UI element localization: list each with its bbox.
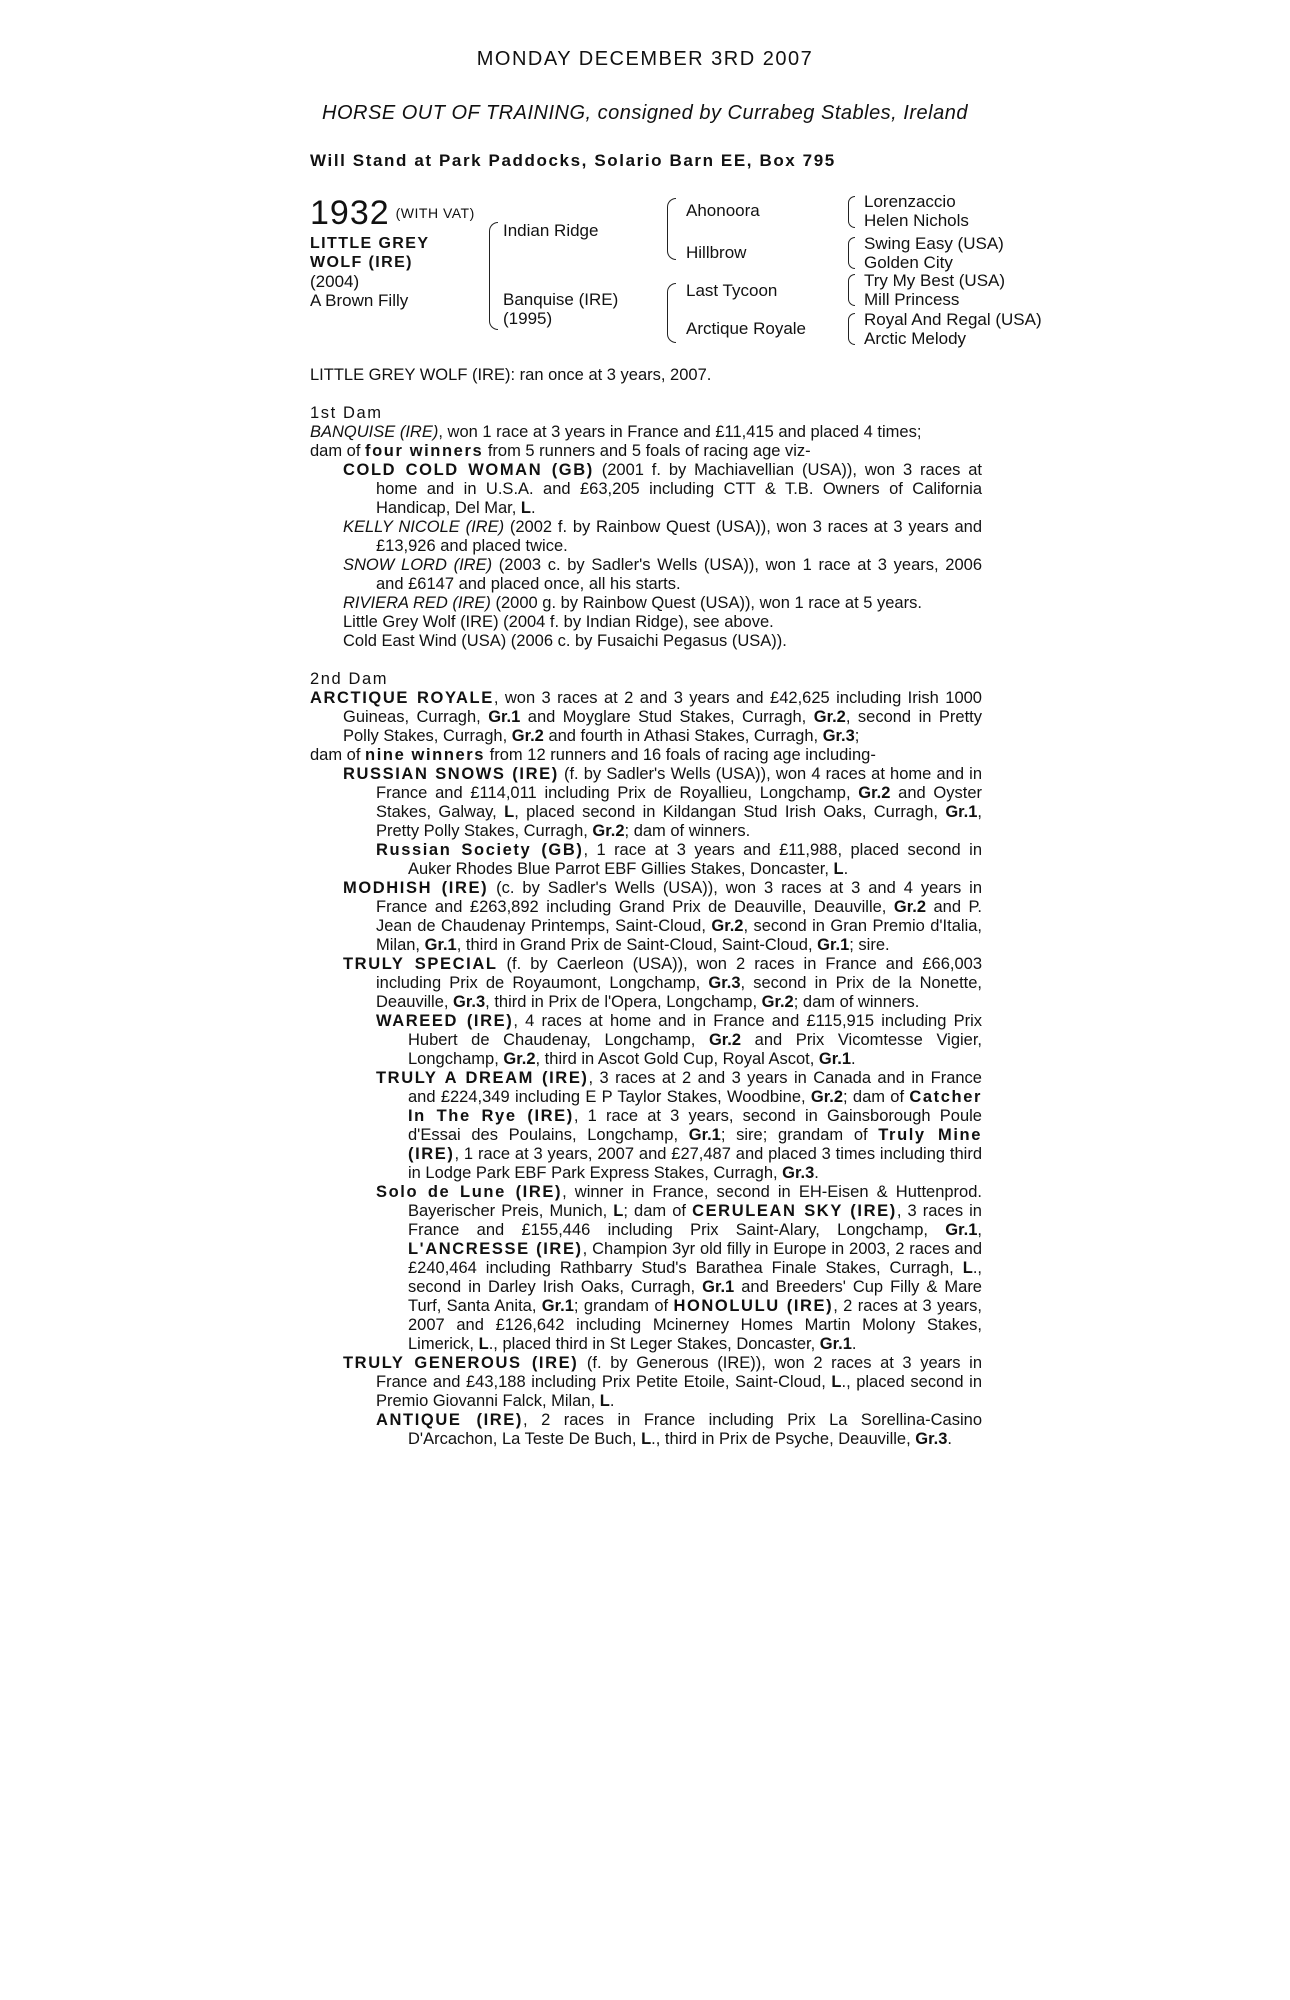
grade: L (520, 499, 531, 517)
pedigree-brace-gen1 (489, 222, 498, 330)
offspring-name: TRULY GENEROUS (IRE) (343, 1354, 579, 1372)
offspring-name: Catcher In The Rye (IRE) (408, 1088, 982, 1125)
grade: Gr.2 (711, 917, 744, 935)
pedigree-dds: Royal And Regal (USA) (864, 310, 1042, 329)
offspring-name: KELLY NICOLE (IRE) (343, 518, 505, 536)
catalogue-body (310, 366, 982, 1449)
pedigree-brace-sire (667, 198, 676, 260)
pedigree-brace-3a (848, 196, 855, 228)
text: , third in Ascot Gold Cup, Royal Ascot, (535, 1050, 819, 1068)
text: and Breeders' Cup Filly & Mare Turf, Santa Anita, (408, 1278, 982, 1315)
grade: Gr.1 (488, 708, 521, 726)
offspring-entry (310, 955, 982, 1012)
text: and Moyglare Stud Stakes, Curragh, (520, 708, 814, 726)
first-dam-heading: 1st Dam (310, 404, 383, 422)
pedigree-dss: Try My Best (USA) (864, 271, 1006, 290)
grade: L (599, 1392, 610, 1410)
grade: Gr.2 (813, 708, 846, 726)
pedigree-sss: Lorenzaccio (864, 192, 956, 211)
text: and P. Jean de Chaudenay Printemps, Saint-Cloud, (376, 898, 982, 935)
text: dam of (310, 746, 366, 764)
pedigree-sire: Indian Ridge (503, 221, 599, 240)
grade: Gr.3 (822, 727, 855, 745)
pedigree-sdd: Golden City (864, 253, 953, 272)
offspring-entry (310, 594, 982, 613)
grade: Gr.1 (945, 1221, 978, 1239)
offspring-name: COLD COLD WOMAN (GB) (343, 461, 594, 479)
text: , third in Grand Prix de Saint-Cloud, Saint-Cloud, (456, 936, 818, 954)
offspring-name: ANTIQUE (IRE) (376, 1411, 524, 1429)
text: , (977, 1221, 982, 1239)
text: ; dam of (843, 1088, 910, 1106)
text: , winner in France, second in EH-Eisen & Huttenprod. Bayerischer Preis, Munich, (408, 1183, 982, 1220)
offspring-name: RUSSIAN SNOWS (IRE) (343, 765, 559, 783)
text: and Oyster Stakes, Galway, (376, 784, 982, 821)
text: , won 3 races at 2 and 3 years and £42,625 including Irish 1000 Guineas, Curragh, (343, 689, 982, 726)
grade: L (833, 860, 844, 878)
offspring-entry (310, 841, 982, 879)
text: . (851, 1050, 856, 1068)
pedigree-ddd: Arctic Melody (864, 329, 967, 348)
offspring-entry (310, 879, 982, 955)
grade: Gr.3 (453, 993, 486, 1011)
offspring-entry (310, 556, 982, 594)
offspring-name: HONOLULU (IRE) (673, 1297, 834, 1315)
horse-name-2: WOLF (IRE) (310, 254, 413, 271)
grade: L (504, 803, 515, 821)
text: , 4 races at home and in France and £115,915 including Prix Hubert de Chaudenay, Longchamp, (408, 1012, 982, 1049)
offspring-entry (310, 1069, 982, 1183)
text: . (947, 1430, 952, 1448)
race-summary: LITTLE GREY WOLF (IRE): ran once at 3 years, 2007. (310, 366, 712, 384)
offspring-name: Solo de Lune (IRE) (376, 1183, 563, 1201)
winner-count: nine winners (365, 746, 486, 764)
pedigree-dam-dam: Arctique Royale (686, 319, 807, 338)
grade: Gr.2 (761, 993, 794, 1011)
text: , 3 races in France and £155,446 including Prix Saint-Alary, Longchamp, (408, 1202, 982, 1239)
consignment-line: HORSE OUT OF TRAINING, consigned by Currabeg Stables, Ireland (322, 102, 968, 124)
lot-number (310, 194, 475, 233)
grade: Gr.2 (708, 1031, 742, 1049)
text: , second in Gran Premio d'Italia, Milan, (376, 917, 982, 954)
pedigree-sds: Swing Easy (USA) (864, 234, 1004, 253)
grade: Gr.2 (592, 822, 625, 840)
grade: Gr.2 (511, 727, 544, 745)
text: ; dam of winners. (793, 993, 920, 1011)
offspring-name: WAREED (IRE) (376, 1012, 514, 1030)
sale-date: MONDAY DECEMBER 3RD 2007 (476, 48, 814, 70)
vat-note: (WITH VAT) (395, 205, 475, 221)
offspring-entry: Little Grey Wolf (IRE) (2004 f. by Indian Ridge), see above. (343, 613, 774, 631)
grade: Gr.1 (818, 1050, 852, 1068)
text: ; dam of (623, 1202, 693, 1220)
grade: Gr.2 (893, 898, 926, 916)
offspring-name: RIVIERA RED (IRE) (343, 594, 491, 612)
text: , second in Pretty Polly Stakes, Curragh, (343, 708, 983, 745)
offspring-text: (2001 f. by Machiavellian (USA)), won 3 races at home and in U.S.A. and £63,205 including CTT & T.B. Owners of California Handicap, Del Mar, (376, 461, 983, 517)
offspring-entry: Cold East Wind (USA) (2006 c. by Fusaichi Pegasus (USA)). (343, 632, 787, 650)
pedigree-dsd: Mill Princess (864, 290, 960, 309)
grade: L (962, 1259, 973, 1277)
grade: Gr.1 (541, 1297, 574, 1315)
text: ; sire; grandam of (720, 1126, 879, 1144)
offspring-name: MODHISH (IRE) (343, 879, 489, 897)
grade: Gr.2 (503, 1050, 536, 1068)
pedigree-dam-sire: Last Tycoon (686, 281, 778, 300)
text: , 2 races in France including Prix La Sorellina-Casino D'Arcachon, La Teste De Buch, (408, 1411, 982, 1448)
pedigree-brace-3d (848, 313, 855, 345)
text: (c. by Sadler's Wells (USA)), won 3 races at 3 and 4 years in France and £263,892 including Grand Prix de Deauville, Deauville, (376, 879, 983, 916)
offspring-name: SNOW LORD (IRE) (343, 556, 493, 574)
first-dam-para (310, 423, 982, 442)
text: ; (854, 727, 860, 745)
offspring-entry (310, 518, 982, 556)
text: . (814, 1164, 819, 1182)
first-dam-text: , won 1 race at 3 years in France and £11,415 and placed 4 times; (438, 423, 922, 441)
text: ., second in Darley Irish Oaks, Curragh, (408, 1259, 982, 1296)
pedigree-sire-dam: Hillbrow (686, 243, 747, 262)
offspring-name: CERULEAN SKY (IRE) (692, 1202, 897, 1220)
text: , Pretty Polly Stakes, Curragh, (376, 803, 983, 840)
grade: Gr.2 (810, 1088, 844, 1106)
text: (f. by Generous (IRE)), won 2 races at 3 years in France and £43,188 including Prix Petite Etoile, Saint-Cloud, (376, 1354, 982, 1391)
offspring-entry (310, 1354, 982, 1411)
text: . (843, 860, 849, 878)
text: ., third in Prix de Psyche, Deauville, (651, 1430, 916, 1448)
text: , 1 race at 3 years, second in Gainsborough Poule d'Essai des Poulains, Longchamp, (408, 1107, 982, 1144)
offspring-name: Truly Mine (IRE) (408, 1126, 982, 1163)
grade: Gr.1 (945, 803, 978, 821)
text: , 2 races at 3 years, 2007 and £126,642 including Mcinerney Homes Martin Molony Stakes, Limerick, (408, 1297, 982, 1353)
text: (f. by Sadler's Wells (USA)), won 4 races at home and in France and £114,011 including Prix de Royallieu, Longchamp, (376, 765, 982, 802)
offspring-name: Russian Society (GB) (376, 841, 584, 859)
winner-count: four winners (365, 442, 484, 460)
text: and Prix Vicomtesse Vigier, Longchamp, (408, 1031, 983, 1068)
second-dam-produce-line (310, 746, 982, 765)
offspring-entry (310, 461, 982, 518)
grade: Gr.2 (858, 784, 891, 802)
text: , second in Prix de la Nonette, Deauville, (376, 974, 982, 1011)
text: ., placed second in Premio Giovanni Falck, Milan, (376, 1373, 982, 1410)
pedigree-sire-sire: Ahonoora (686, 201, 760, 220)
grade: Gr.1 (819, 1335, 852, 1353)
second-dam-name: ARCTIQUE ROYALE (310, 689, 494, 707)
grade: L (641, 1430, 652, 1448)
text: , 1 race at 3 years and £11,988, placed second in Auker Rhodes Blue Parrot EBF Gillies Stakes, Doncaster, (408, 841, 982, 878)
grade: Gr.1 (702, 1278, 735, 1296)
first-dam-name: BANQUISE (IRE) (310, 423, 439, 441)
offspring-text: (2003 c. by Sadler's Wells (USA)), won 1 race at 3 years, 2006 and £6147 and placed once, all his starts. (376, 556, 982, 593)
text: . (531, 499, 536, 517)
first-dam-produce-line (310, 442, 982, 461)
text: from 12 runners and 16 foals of racing age including- (485, 746, 876, 764)
offspring-name: TRULY SPECIAL (343, 955, 498, 973)
text: , Champion 3yr old filly in Europe in 2003, 2 races and £240,464 including Rathbarry Stud's Barathea Finale Stakes, Curragh, (408, 1240, 982, 1277)
pedigree-brace-3c (848, 274, 855, 306)
grade: Gr.3 (782, 1164, 815, 1182)
text: from 5 runners and 5 foals of racing age viz- (483, 442, 811, 460)
offspring-name: L'ANCRESSE (IRE) (408, 1240, 583, 1258)
grade: Gr.1 (688, 1126, 721, 1144)
text: and fourth in Athasi Stakes, Curragh, (543, 727, 823, 745)
stand-location: Will Stand at Park Paddocks, Solario Barn EE, Box 795 (310, 151, 836, 170)
pedigree-dam-1: Banquise (IRE) (503, 290, 619, 309)
grade: Gr.1 (424, 936, 457, 954)
text: . (851, 1335, 857, 1353)
offspring-text: (2000 g. by Rainbow Quest (USA)), won 1 race at 5 years. (490, 594, 922, 612)
text: ., placed third in St Leger Stakes, Doncaster, (488, 1335, 820, 1353)
text: ; sire. (849, 936, 890, 954)
offspring-entry (310, 1411, 982, 1449)
text: , 1 race at 3 years, 2007 and £27,487 and placed 3 times including third in Lodge Park EBF Park Express Stakes, Curragh, (408, 1145, 982, 1182)
text: , placed second in Kildangan Stud Irish Oaks, Curragh, (514, 803, 946, 821)
text: dam of (310, 442, 366, 460)
foaling-year: (2004) (310, 272, 360, 291)
offspring-entry (310, 765, 982, 841)
lot-number-value: 1932 (310, 194, 390, 232)
pedigree-dam-2: (1995) (503, 309, 553, 328)
offspring-entry (310, 1183, 982, 1354)
second-dam-para (310, 689, 982, 746)
grade: L (478, 1335, 489, 1353)
grade: Gr.3 (708, 974, 741, 992)
text: , third in Prix de l'Opera, Longchamp, (485, 993, 762, 1011)
text: , 3 races at 2 and 3 years in Canada and in France and £224,349 including E P Taylor Stakes, Woodbine, (408, 1069, 982, 1106)
text: . (609, 1392, 615, 1410)
grade: Gr.1 (817, 936, 850, 954)
grade: Gr.3 (915, 1430, 948, 1448)
second-dam-heading: 2nd Dam (310, 670, 389, 688)
pedigree-brace-dam (667, 283, 676, 343)
horse-name-1: LITTLE GREY (310, 235, 430, 252)
grade: L (831, 1373, 842, 1391)
offspring-entry (310, 1012, 982, 1069)
text: ; grandam of (573, 1297, 674, 1315)
pedigree-brace-3b (848, 237, 855, 269)
offspring-name: TRULY A DREAM (IRE) (376, 1069, 589, 1087)
pedigree-ssd: Helen Nichols (864, 211, 969, 230)
horse-description: A Brown Filly (310, 291, 409, 310)
offspring-text: (2002 f. by Rainbow Quest (USA)), won 3 races at 3 years and £13,926 and placed twice. (376, 518, 983, 555)
text: ; dam of winners. (624, 822, 751, 840)
text: (f. by Caerleon (USA)), won 2 races in France and £66,003 including Prix de Royaumont, Longchamp, (376, 955, 983, 992)
grade: L (613, 1202, 624, 1220)
